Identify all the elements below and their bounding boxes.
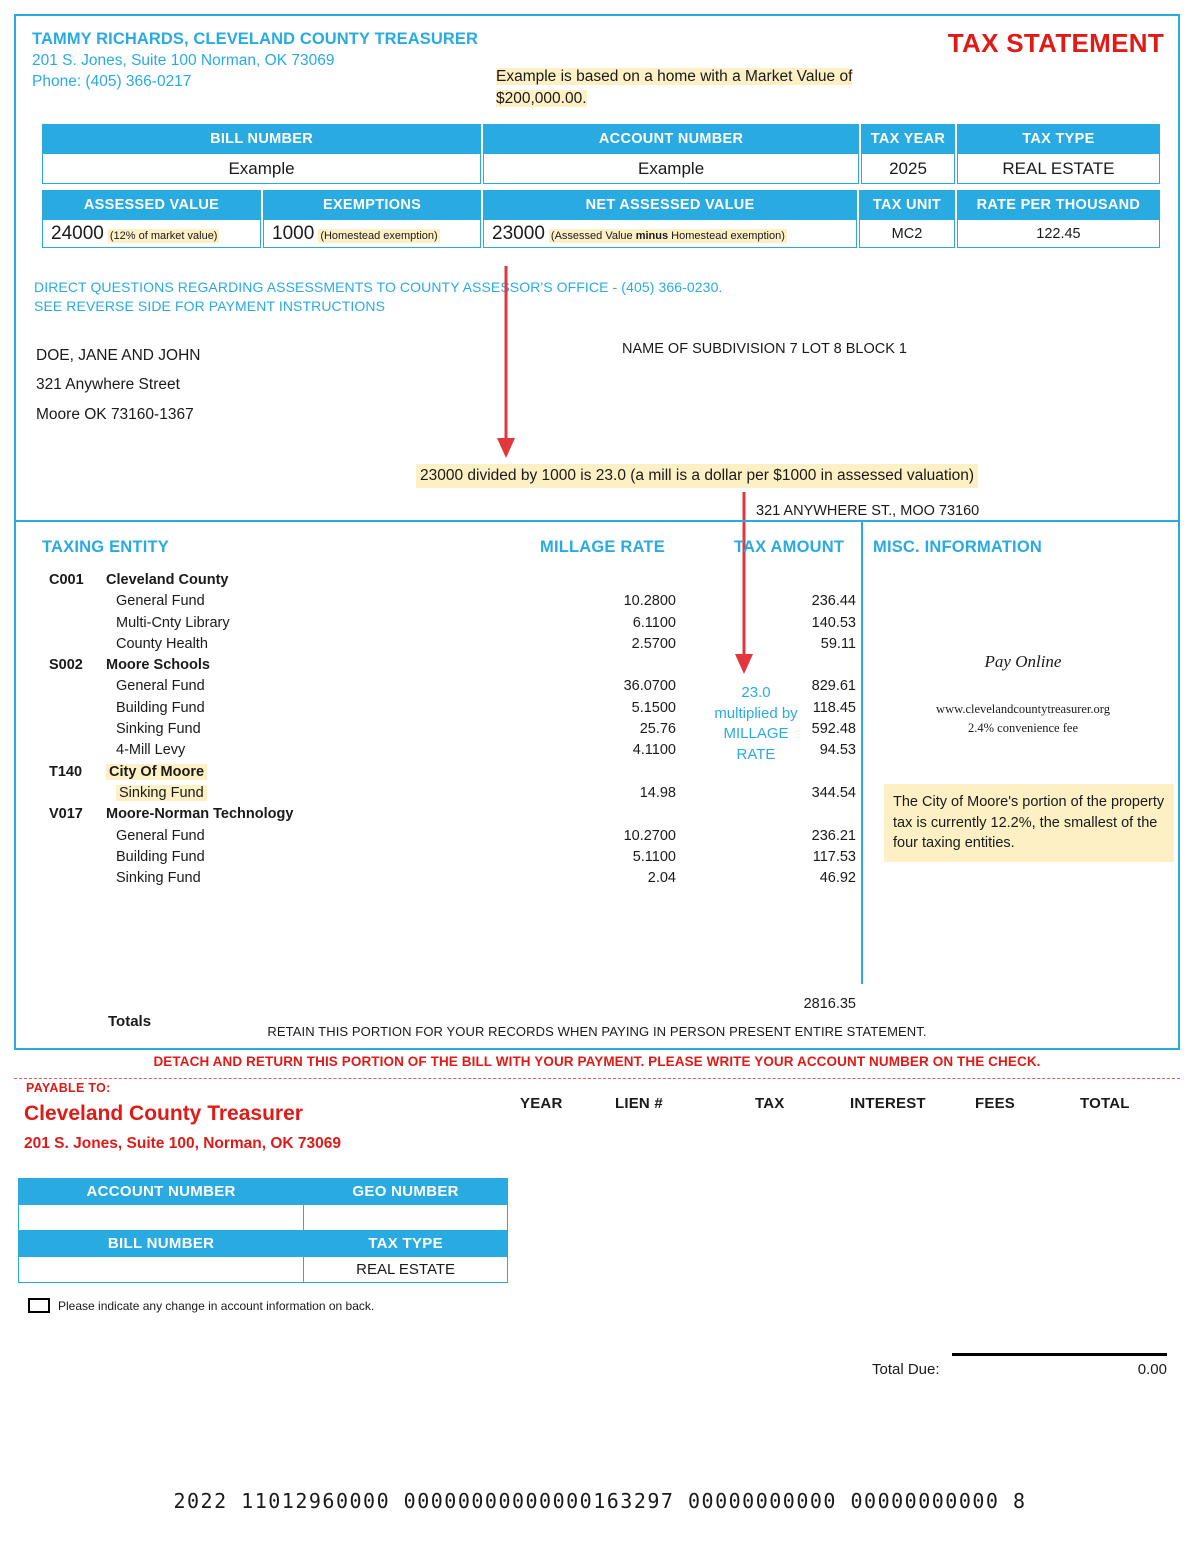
- fund-name: County Health: [116, 635, 208, 652]
- tax-amount-value: 94.53: [819, 742, 856, 759]
- th-tax-type: TAX TYPE: [957, 124, 1160, 153]
- detail-section-divider: [16, 520, 1178, 522]
- millage-rate-cell: [536, 721, 676, 737]
- tax-amount-value: 140.53: [811, 614, 856, 631]
- stub-th-account-number: ACCOUNT NUMBER: [19, 1179, 304, 1205]
- assessor-notice-line-2: SEE REVERSE SIDE FOR PAYMENT INSTRUCTIONS: [34, 298, 386, 315]
- multiply-note-line-3: MILLAGE: [723, 725, 789, 743]
- assessor-notice-line-1: DIRECT QUESTIONS REGARDING ASSESSMENTS TO COUNTY ASSESSOR'S OFFICE - (405) 366-0230.: [34, 279, 723, 295]
- column-header-tax-amount: TAX AMOUNT: [734, 538, 845, 556]
- multiply-note-line-4: RATE: [736, 745, 776, 763]
- taxing-entity-row: [16, 572, 861, 593]
- stub-th-bill-number: BILL NUMBER: [19, 1231, 304, 1257]
- tax-amount-value: 592.48: [811, 721, 856, 738]
- treasurer-address: 201 S. Jones, Suite 100 Norman, OK 73069: [32, 52, 335, 69]
- multiply-note-line-2: multiplied by: [714, 704, 798, 722]
- tax-amount-cell: [716, 828, 856, 844]
- totals-label: Totals: [108, 1013, 152, 1030]
- millage-rate-value: 5.1100: [632, 848, 676, 865]
- treasurer-name: TAMMY RICHARDS, CLEVELAND COUNTY TREASURER: [32, 30, 479, 48]
- millage-rate-value: 2.5700: [631, 635, 676, 652]
- tax-amount-cell: [716, 870, 856, 886]
- millage-rate-value: 6.1100: [632, 614, 676, 631]
- tax-amount-value: 117.53: [812, 848, 856, 865]
- millage-rate-value: 36.0700: [623, 678, 676, 695]
- tax-amount-value: 118.45: [812, 699, 856, 716]
- millage-rate-value: 25.76: [639, 721, 676, 738]
- td-tax-year: 2025: [861, 153, 955, 184]
- taxing-entity-row: [16, 828, 861, 849]
- pay-online-details: [873, 700, 1173, 739]
- owner-city-state-zip: Moore OK 73160-1367: [36, 405, 194, 423]
- stub-header-row-1: [19, 1179, 508, 1205]
- millage-rate-cell: [536, 700, 676, 716]
- millage-rate-value: 5.1500: [631, 699, 676, 716]
- column-header-millage-rate: MILLAGE RATE: [540, 538, 665, 556]
- tax-amount-cell: [716, 785, 856, 801]
- property-address: 321 ANYWHERE ST., MOO 73160: [756, 503, 980, 519]
- net-assessed-note: (Assessed Value minus Homestead exemption): [550, 229, 785, 242]
- stub-td-account-number[interactable]: [19, 1205, 304, 1231]
- fund-name: General Fund: [116, 678, 205, 695]
- stub-value-row-1: [19, 1205, 508, 1231]
- payment-column-header: INTEREST: [850, 1095, 926, 1112]
- millage-rate-cell: [536, 849, 676, 865]
- info-header-row-2: [42, 190, 1160, 219]
- tax-statement-panel: [14, 14, 1180, 1050]
- th-rate-per-thousand: RATE PER THOUSAND: [957, 190, 1160, 219]
- mill-explanation-note: 23000 divided by 1000 is 23.0 (a mill is a dollar per $1000 in assessed valuation): [416, 464, 978, 488]
- th-net-assessed-value: NET ASSESSED VALUE: [483, 190, 857, 219]
- fund-name: Multi-Cnty Library: [116, 614, 230, 631]
- column-header-taxing-entity: TAXING ENTITY: [42, 538, 169, 556]
- tax-amount-value: 46.92: [819, 870, 856, 887]
- convenience-fee-text: 2.4% convenience fee: [967, 721, 1078, 736]
- entity-code: V017: [49, 806, 83, 823]
- td-rate-per-thousand: 122.45: [957, 219, 1160, 248]
- stub-td-bill-number[interactable]: [19, 1257, 304, 1283]
- taxing-entity-row: [16, 593, 861, 614]
- millage-rate-cell: [536, 742, 676, 758]
- info-header-row-1: [42, 124, 1160, 153]
- th-tax-year: TAX YEAR: [861, 124, 955, 153]
- entity-name: City Of Moore: [106, 764, 207, 780]
- account-info-table: [40, 124, 1162, 248]
- owner-street: 321 Anywhere Street: [36, 376, 180, 394]
- assessor-notice: [34, 278, 722, 317]
- th-exemptions: EXEMPTIONS: [263, 190, 481, 219]
- multiply-explanation-note: [694, 683, 818, 765]
- stub-th-tax-type: TAX TYPE: [304, 1231, 508, 1257]
- market-value-note: [496, 66, 856, 110]
- td-tax-unit: MC2: [859, 219, 955, 248]
- payable-to-name: Cleveland County Treasurer: [24, 1102, 303, 1125]
- fund-name: Sinking Fund: [116, 870, 201, 887]
- taxing-entity-row: [16, 785, 861, 806]
- millage-rate-cell: [536, 615, 676, 631]
- detach-dashed-line: [14, 1078, 1180, 1079]
- taxing-entity-row: [16, 615, 861, 636]
- entity-name: Moore Schools: [106, 657, 210, 674]
- stub-header-row-2: [19, 1231, 508, 1257]
- millage-rate-value: 10.2800: [623, 593, 676, 610]
- entity-code: C001: [49, 572, 84, 588]
- owner-address-block: [36, 341, 201, 429]
- change-of-address-label: Please indicate any change in account information on back.: [58, 1298, 375, 1313]
- legal-description: NAME OF SUBDIVISION 7 LOT 8 BLOCK 1: [622, 341, 907, 357]
- tax-amount-cell: [716, 636, 856, 652]
- millage-rate-cell: [536, 593, 676, 609]
- payment-column-header: TOTAL: [1080, 1095, 1130, 1112]
- total-due-rule: [952, 1353, 1167, 1356]
- fund-name: General Fund: [116, 593, 205, 610]
- payment-column-header: YEAR: [520, 1095, 563, 1112]
- multiply-note-line-1: 23.0: [741, 684, 771, 701]
- page-title: TAX STATEMENT: [947, 28, 1164, 58]
- millage-rate-cell: [536, 828, 676, 844]
- treasurer-phone: Phone: (405) 366-0217: [32, 73, 192, 90]
- assessed-value-note: (12% of market value): [109, 229, 218, 242]
- taxing-entity-row: [16, 870, 861, 891]
- td-exemptions: [263, 219, 481, 248]
- millage-rate-value: 10.2700: [623, 827, 676, 844]
- fund-name: Sinking Fund: [116, 721, 201, 738]
- owner-name: DOE, JANE AND JOHN: [36, 347, 201, 364]
- entity-code: T140: [49, 763, 83, 780]
- tax-amount-value: 344.54: [811, 784, 856, 801]
- payment-column-header: TAX: [755, 1095, 785, 1112]
- millage-rate-cell: [536, 678, 676, 694]
- change-of-address-row: [28, 1298, 374, 1313]
- stub-value-row-2: [19, 1257, 508, 1283]
- totals-amount: 2816.35: [803, 996, 856, 1012]
- stub-td-tax-type: REAL ESTATE: [304, 1257, 508, 1283]
- column-header-misc-info: MISC. INFORMATION: [873, 538, 1042, 556]
- retain-portion-text: RETAIN THIS PORTION FOR YOUR RECORDS WHEN PAYING IN PERSON PRESENT ENTIRE STATEMENT.: [267, 1024, 927, 1039]
- payable-to-address: 201 S. Jones, Suite 100, Norman, OK 73069: [24, 1135, 342, 1152]
- tax-amount-cell: [716, 593, 856, 609]
- tax-amount-value: 236.21: [811, 827, 856, 844]
- millage-rate-cell: [536, 636, 676, 652]
- treasurer-website: www.clevelandcountytreasurer.org: [936, 702, 1110, 716]
- tax-amount-value: 236.44: [811, 593, 856, 610]
- th-bill-number: BILL NUMBER: [42, 124, 481, 153]
- entity-code: S002: [49, 657, 83, 674]
- th-tax-unit: TAX UNIT: [859, 190, 955, 219]
- payable-to-label: PAYABLE TO:: [26, 1081, 111, 1095]
- tax-amount-value: 59.11: [820, 635, 856, 652]
- payment-column-header: FEES: [975, 1095, 1015, 1112]
- market-value-note-text: Example is based on a home with a Market Value of $200,000.00.: [496, 68, 853, 107]
- tax-amount-value: 829.61: [811, 678, 856, 695]
- total-due-label: Total Due:: [872, 1361, 940, 1378]
- fund-name: Sinking Fund: [116, 785, 207, 801]
- millage-rate-value: 14.98: [639, 784, 676, 801]
- exemptions-note: (Homestead exemption): [320, 229, 438, 242]
- stub-th-geo-number: GEO NUMBER: [304, 1179, 508, 1205]
- taxing-entity-row: [16, 849, 861, 870]
- exemptions-amount: 1000: [272, 222, 315, 244]
- taxing-entity-row: [16, 806, 861, 827]
- millage-rate-value: 2.04: [647, 870, 676, 887]
- td-assessed-value: [42, 219, 261, 248]
- fund-name: General Fund: [116, 827, 205, 844]
- city-of-moore-note: The City of Moore's portion of the property tax is currently 12.2%, the smallest of the four taxing entities.: [884, 784, 1174, 862]
- taxing-entity-row: [16, 636, 861, 657]
- th-account-number: ACCOUNT NUMBER: [483, 124, 859, 153]
- th-assessed-value: ASSESSED VALUE: [42, 190, 261, 219]
- td-tax-type: REAL ESTATE: [957, 153, 1160, 184]
- micr-line: 2022 11012960000 00000000000000163297 00000000000 00000000000 8: [173, 1489, 1027, 1513]
- td-account-number: Example: [483, 153, 859, 184]
- millage-rate-cell: [536, 870, 676, 886]
- td-bill-number: Example: [42, 153, 481, 184]
- fund-name: Building Fund: [116, 848, 205, 865]
- taxing-entity-row: [16, 764, 861, 785]
- treasurer-header: [32, 30, 478, 91]
- fund-name: 4-Mill Levy: [116, 742, 186, 759]
- stub-account-table: [18, 1178, 508, 1283]
- total-due-value: 0.00: [1137, 1361, 1167, 1378]
- tax-amount-cell: [716, 849, 856, 865]
- entity-name: Cleveland County: [106, 572, 229, 588]
- payment-column-header: LIEN #: [615, 1095, 663, 1112]
- misc-column-divider: [861, 522, 863, 984]
- info-value-row-1: [42, 153, 1160, 184]
- millage-rate-value: 4.1100: [632, 742, 676, 759]
- detach-instruction-text: DETACH AND RETURN THIS PORTION OF THE BILL WITH YOUR PAYMENT. PLEASE WRITE YOUR ACCOUNT NUMBER ON THE CHECK.: [153, 1054, 1041, 1069]
- info-value-row-2: [42, 219, 1160, 248]
- millage-rate-cell: [536, 785, 676, 801]
- stub-td-geo-number[interactable]: [304, 1205, 508, 1231]
- td-net-assessed-value: [483, 219, 857, 248]
- tax-amount-cell: [716, 615, 856, 631]
- fund-name: Building Fund: [116, 699, 205, 716]
- taxing-entity-row: [16, 657, 861, 678]
- net-assessed-amount: 23000: [492, 222, 545, 244]
- detach-band: [14, 1050, 1180, 1069]
- change-of-address-checkbox[interactable]: [28, 1298, 50, 1313]
- pay-online-heading: Pay Online: [984, 652, 1062, 671]
- entity-name: Moore-Norman Technology: [106, 806, 294, 823]
- assessed-value-amount: 24000: [51, 222, 104, 244]
